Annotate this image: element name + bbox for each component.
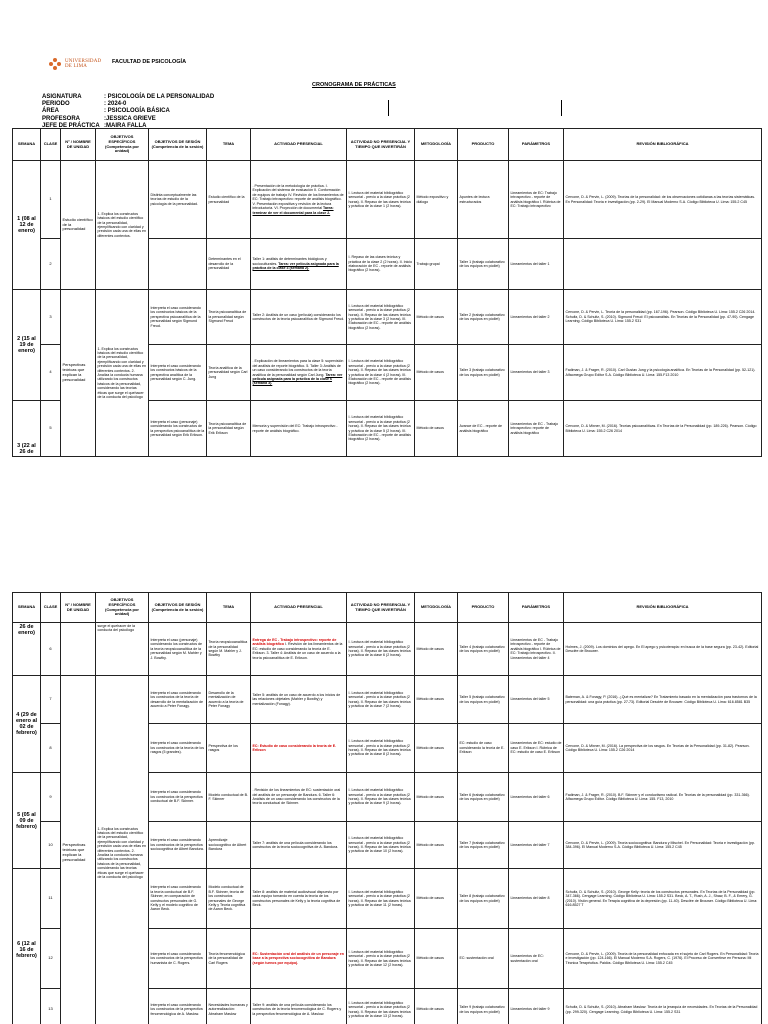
activity-text: Taller 1: análisis de determinantes biológicos y socioculturales.	[252, 257, 327, 266]
methodology-cell: Método de casos	[415, 401, 458, 457]
session-objective-cell: Interpreta el caso considerando los constructos básicos de la perspectiva analítica de la personalidad según C. Jung.	[149, 345, 207, 401]
methodology-cell: Método de casos	[415, 869, 458, 929]
bibliography-cell: Cervone, D. & Pervin, L. (2009). Teorías de la personalidad: de los observaciones cotidianas a las teorías sistemáticas. En Personalidad: Teoría e investigación (pp. 2-29). El Manual Moderno S.A. Código Biblioteca U. Lima: 155.2 C45	[564, 161, 762, 239]
unit-cell: Estudio científico de la personalidad	[61, 161, 96, 290]
activity-cell: . Revisión de los lineamientos de EC: sustentación oral del análisis de un personaje de Bandura. 6. Taller 6: Análisis de un caso considerando los constructos de la teoría conductual de Skinner.	[251, 773, 347, 822]
product-cell: Taller 7 (trabajo colaborativo de los equipos en pódlet)	[458, 822, 509, 869]
methodology-cell: Método de casos	[415, 929, 458, 989]
class-cell: 9	[41, 773, 61, 822]
session-objective-cell: Interpreta el caso considerando los constructos de la teoría de desarrollo de la mentalización de acuerdo a Peter Fonagy.	[149, 676, 207, 724]
week-cell: 3 (22 al 26 de	[13, 401, 41, 457]
class-cell: 10	[41, 822, 61, 869]
bibliography-cell: Cervone, D. & Mixner, M. (2016). La perspectiva de los rasgos. En Teorías de la Personalidad (pp. 31-82). Pearson. Código Biblioteca U. Lima: 155.2 C26 2014	[564, 724, 762, 773]
topic-cell: Teoría fenomenológica de la personalidad de Carl Rogers	[207, 929, 251, 989]
info-key: ÁREA	[42, 108, 60, 115]
methodology-cell: Método de casos	[415, 676, 458, 724]
class-cell: 12	[41, 929, 61, 989]
col-header: REVISIÓN BIBLIOGRÁFICA	[564, 129, 762, 161]
col-header: SEMANA	[13, 129, 41, 161]
class-cell: 5	[41, 401, 61, 457]
col-header: PRODUCTO	[458, 129, 509, 161]
col-header: TEMA	[207, 129, 251, 161]
offline-activity-cell: I. Repaso de las clases teórica y práctica de la clase 2 (2 horas). II. Inicio elaboración de EC - reporte de análisis biográfico (2 horas).	[347, 239, 415, 290]
bibliography-cell: Schultz, D. & Schultz, S. (2010). Abraham Maslow: Teoría de la jerarquía de necesidades. En Teorías de la Personalidad (pp. 299-320). Cengage Learning. Código Biblioteca U. Lima: 155.2 S31	[564, 989, 762, 1024]
col-header: METODOLOGÍA	[415, 129, 458, 161]
offline-activity-cell: I. Lectura del material bibliográfico sensorial - previo a la clase práctica (2 horas). II. Repaso de las clases teórica y práctica de la clase 6 (2 horas).	[347, 623, 415, 676]
course-info	[42, 94, 214, 130]
activity-cell: Taller 5: análisis de un caso de acuerdo a los inicios de las relaciones objetales (Mahler y Bowlby) y mentalización (Fonagy).	[251, 676, 347, 724]
col-header: OBJETIVOS DE SESIÓN (Competencia de la sesión)	[149, 129, 207, 161]
product-cell: Taller 4 (trabajo colaborativo de los equipos en pódlet)	[458, 623, 509, 676]
bibliography-cell	[564, 239, 762, 290]
info-key: ASIGNATURA	[42, 94, 82, 100]
parameters-cell: Lineamientos de EC - Trabajo introspectivo: reporte de análisis biográfico	[509, 401, 564, 457]
parameters-cell: Lineamientos del taller 1	[509, 239, 564, 290]
table-header-row	[13, 593, 762, 623]
university-name-line2: DE LIMA	[65, 64, 88, 69]
bibliography-cell: Cervone, D. & Pervin, L. (2009). Teoría de la personalidad enfocada en el sujeto de Carl Rogers. En Personalidad: Teoría e investigación (pp. 124-166). El Manual Moderno S.A. Rogers, C. (1976). El Proceso de Convertirse en Persona: Mi Técnica Terapéutica. Paidós. Código Biblioteca U. Lima: 155.2 C45	[564, 929, 762, 989]
class-cell: 4	[41, 345, 61, 401]
col-header: ACTIVIDAD PRESENCIAL	[251, 593, 347, 623]
parameters-cell: Lineamientos de EC: Trabajo introspectivo - reporte de análisis biográfico I. Rúbrica de EC: Trabajo introspectivo	[509, 161, 564, 239]
activity-highlight: EC: Estudio de caso considerando la teoría de E. Erikson	[252, 743, 337, 752]
session-objective-cell: Interpreta el caso considerando los constructos de la perspectiva fenomenológica de A. Maslow.	[149, 989, 207, 1024]
product-cell: EC: estudio de caso considerando la teoría de E. Erikson	[458, 724, 509, 773]
task-text: Tarea: ver película asignada para la práctica de la clase 3 (semana 2).	[252, 261, 339, 271]
col-header: TEMA	[207, 593, 251, 623]
activity-cell: Taller 9: análisis de una película considerando los constructos de la teoría fenomenológica de C. Rogers y la perspectiva fenomenológica de A. Maslow.	[251, 989, 347, 1024]
col-header: ACTIVIDAD NO PRESENCIAL Y TIEMPO QUE INVERTIRÁN	[347, 593, 415, 623]
schedule-table-page1	[12, 128, 762, 457]
bibliography-cell: Fadiman, J. & Frager, R. (2010). B.F. Skinner y el conductismo radical. En Teorías de la personalidad (pp. 331-366). Alfaomega Grupo Editor. Código Biblioteca U. Lima: 155. F13, 2010	[564, 773, 762, 822]
col-header: ACTIVIDAD NO PRESENCIAL Y TIEMPO QUE INVERTIRÁN	[347, 129, 415, 161]
info-value: : 2024-0	[104, 101, 127, 108]
col-header: OBJETIVOS ESPECÍFICOS (Competencia por unidad)	[96, 129, 149, 161]
bibliography-cell: Fadiman, J. & Frager, R. (2010). Carl Gustav Jung y la psicología analítica. En Teorías de la Personalidad (pp. 52-121). Alfaomega Grupo Editor S.A. Código Biblioteca U. Lima: 155.F13 2010	[564, 345, 762, 401]
divider	[388, 100, 389, 116]
session-objective-cell: Interpreta el caso considerando los constructos básicos de la perspectiva psicoanalítica de la personalidad según Sigmund Freud.	[149, 290, 207, 345]
col-header: PARÁMETROS	[509, 129, 564, 161]
col-header: SEMANA	[13, 593, 41, 623]
divider	[561, 100, 562, 116]
table-row	[13, 676, 762, 724]
unit-cell: Perspectivas teóricas que explican la personalidad	[61, 676, 96, 1024]
bibliography-cell: Bateman, A. & Fonagy, P. (2016). ¿Qué es mentalizar? En Tratamiento basado en la mentalización para trastornos de la personalidad: una guía práctica (pp. 27-73). Editorial Desclée de Brouwer. Código Biblioteca U. Lima: 616.8581 B35	[564, 676, 762, 724]
topic-cell: Determinantes en el desarrollo de la personalidad	[207, 239, 251, 290]
methodology-cell: Método de casos	[415, 773, 458, 822]
info-key: PERIODO	[42, 101, 70, 108]
activity-cell: Memoria y supervisión del EC: Trabajo introspectivo - reporte de análisis biográfico.	[251, 401, 347, 457]
col-header: OBJETIVOS DE SESIÓN (Competencia de la sesión)	[149, 593, 207, 623]
schedule-table-page2	[12, 592, 762, 1024]
table-row	[13, 623, 762, 676]
class-cell: 13	[41, 989, 61, 1024]
offline-activity-cell: I. Lectura del material bibliográfico sensorial - previo a la clase práctica (2 horas). II. Repaso de las clases teórica y práctica de la clase 9 (2 horas).	[347, 773, 415, 822]
week-cell: 26 de enero)	[13, 623, 41, 676]
activity-cell	[251, 239, 347, 290]
offline-activity-cell: I. Lectura del material bibliográfico sensorial - previo a la clase práctica (2 horas). II. Repaso de las clases teórica y práctica de la clase 8 (2 horas).	[347, 724, 415, 773]
offline-activity-cell: I. Lectura del material bibliográfico sensorial - previo a la clase práctica (2 horas). II. Repaso de las clases teórica y práctica de la clase 10 (2 horas).	[347, 822, 415, 869]
activity-cell	[251, 623, 347, 676]
session-objective-cell: Interpreta el caso (personaje) considerando los constructos de la teoría neopsicoanalítica de la personalidad según M. Mahler y J. Bowlby.	[149, 623, 207, 676]
week-cell: 4 (29 de enero al 02 de febrero)	[13, 676, 41, 773]
product-cell: Taller 1 (trabajo colaborativo de los equipos en pódlet)	[458, 239, 509, 290]
activity-highlight: Entrega de EC - Trabajo introspectivo: reporte de análisis biográfico	[252, 637, 337, 647]
product-cell: Apuntes de lectura estructurados	[458, 161, 509, 239]
offline-activity-cell: I. Lectura del material bibliográfico sensorial - previo a la clase práctica (2 horas). II. Repaso de las clases teórica y práctica de la clase 5 (2 horas). III. Elaboración de EC - reporte de análisis biográfico (2 horas).	[347, 401, 415, 457]
objective-cell: 1. Explica los constructos básicos del estudio científico de la personalidad, ejemplificando con claridad y precisión cada una de ellas en diferentes contextos.	[96, 161, 149, 290]
offline-activity-cell: I. Lectura del material bibliográfico sensorial - previo a la clase práctica (2 horas). II. Repaso de las clases teórica y práctica de la clase 1 (2 horas).	[347, 161, 415, 239]
parameters-cell: Lineamientos de EC: estudio de caso E. Erikson I. Rúbrica de EC: estudio de caso E. Erikson	[509, 724, 564, 773]
session-objective-cell: Distinta conceptualmente las teorías de estudio de la psicología de la personalidad.	[149, 161, 207, 239]
session-objective-cell: Interpreta el caso considerando los constructos de la perspectiva conductual de B.F. Skinner.	[149, 773, 207, 822]
university-logo	[48, 57, 101, 71]
topic-cell: Desarrollo de la mentalización de acuerdo a la teoría de Peter Fonagy	[207, 676, 251, 724]
methodology-cell: Trabajo grupal	[415, 239, 458, 290]
bibliography-cell: Cervone, D. & Pervin, L. (2009). Teoría sociocognitiva: Bandura y Mischel. En Personalidad: Teoría e investigación (pp. 384-396). El Manual Moderno S.A. Código Biblioteca U. Lima: 155.2 C45	[564, 822, 762, 869]
parameters-cell: Lineamientos de EC: sustentación oral	[509, 929, 564, 989]
topic-cell: Necesidades humanas y autorrealización: Abraham Maslow	[207, 989, 251, 1024]
info-value: :JESSICA GRIEVE	[104, 115, 156, 122]
class-cell: 2	[41, 239, 61, 290]
parameters-cell: Lineamientos del taller 9	[509, 989, 564, 1024]
activity-cell: Taller 8: análisis de material audiovisual dispuesto por cada equipo tomando en cuenta la teoría de los constructos personales de Kelly y la teoría cognitiva de Beck.	[251, 869, 347, 929]
col-header: METODOLOGÍA	[415, 593, 458, 623]
topic-cell: Aprendizaje sociocognitivo de Albert Bandura	[207, 822, 251, 869]
class-cell: 7	[41, 676, 61, 724]
col-header: PRODUCTO	[458, 593, 509, 623]
class-cell: 8	[41, 724, 61, 773]
session-objective-cell: Interpreta el caso considerando los constructos de la teoría de los rasgos (5 grandes).	[149, 724, 207, 773]
methodology-cell: Método de casos	[415, 822, 458, 869]
logo-emblem-icon	[48, 57, 62, 71]
table-row	[13, 161, 762, 239]
offline-activity-cell: I. Lectura del material bibliográfico sensorial - previo a la clase práctica (2 horas). II. Repaso de las clases teórica y práctica de la clase 7 (2 horas).	[347, 676, 415, 724]
objective-cell: 1. Explica los constructos básicos del estudio científico de la personalidad, ejemplificando con claridad y precisión cada una de ellas en diferentes contextos. 2. Analiza la conducta humana utilizando los constructos básicos de la personalidad, considerando las teorías éticas que surge el quehacer de la conducta del psicólogo	[96, 676, 149, 1024]
methodology-cell: Método de casos	[415, 623, 458, 676]
offline-activity-cell: I. Lectura del material bibliográfico sensorial - previo a la clase práctica (2 horas). II. Repaso de las clases teórica y práctica de la clase 3 (2 horas). III. Elaboración de EC - reporte de análisis biográfico (2 horas).	[347, 290, 415, 345]
faculty-name: FACULTAD DE PSICOLOGÍA	[112, 59, 187, 65]
col-header: REVISIÓN BIBLIOGRÁFICA	[564, 593, 762, 623]
methodology-cell: Método expositivo y diálogo	[415, 161, 458, 239]
col-header: N° / NOMBRE DE UNIDAD	[61, 593, 96, 623]
activity-cell	[251, 161, 347, 239]
col-header: OBJETIVOS ESPECÍFICOS (Competencia por unidad)	[96, 593, 149, 623]
info-key: PROFESORA	[42, 115, 81, 122]
product-cell: Avance de EC - reporte de análisis biográfico	[458, 401, 509, 457]
bibliography-cell: Schultz, D. & Schultz, S. (2010). George Kelly: teoría de los constructos personales. En Teorías de la Personalidad (pp. 347-366). Cengage Learning. Código Biblioteca U. Lima: 155.2 S31. Beck, A. T., Rush, A. J., Shaw, B. F., & Emery, G. (2010). Visión general. En Terapia cognitiva de la depresión (pp. 11-40). Desclée de Brouwer. Código Biblioteca U. Lima: 616.8527 T	[564, 869, 762, 929]
product-cell: Taller 9 (trabajo colaborativo de los equipos en pódlet)	[458, 989, 509, 1024]
week-cell: 6 (12 al 16 de febrero)	[13, 869, 41, 1024]
info-value: : PSICOLOGÍA BÁSICA	[104, 108, 170, 115]
parameters-cell: Lineamientos del taller 8	[509, 869, 564, 929]
unit-cell	[61, 623, 96, 676]
week-cell: 1 (08 al 12 de enero)	[13, 161, 41, 290]
parameters-cell: Lineamientos del taller 6	[509, 773, 564, 822]
class-cell: 1	[41, 161, 61, 239]
task-text: Tarea: ver película asignada para la práctica de la clase 6 (semana 3).	[252, 372, 343, 386]
topic-cell: Modelo conductual de B.F. Skinner, teoría de los constructos personales de George Kelly y Teoría cognitiva de Aaron Beck.	[207, 869, 251, 929]
topic-cell: Estudio científico de la personalidad	[207, 161, 251, 239]
objective-cell: 1. Explica los constructos básicos del estudio científico de la personalidad, ejemplificando con claridad y precisión cada una de ellas en diferentes contextos. 2. Analiza la conducta humana utilizando los constructos básicos de la personalidad, considerando las teorías éticas que surge el quehacer de la conducta del psicólogo	[96, 290, 149, 457]
col-header: CLASE	[41, 593, 61, 623]
activity-text: . Explicación de lineamientos para la clase 5: supervisión del análisis de reporte biográfico. 5. Taller 3: Análisis de un caso considerando los constructos de la teoría analítica de la personalidad según Carl Jung.	[252, 359, 344, 377]
parameters-cell: Lineamientos del taller 5	[509, 676, 564, 724]
objective-cell: surge el quehacer de la conducta del psicólogo	[96, 623, 149, 676]
document-title: CRONOGRAMA DE PRÁCTICAS	[312, 82, 396, 88]
activity-cell: Taller 2: Análisis de un caso (película) considerando los constructos de la teoría psicoanalítica de Sigmund Freud.	[251, 290, 347, 345]
activity-text: . Presentación de la metodología de práctica. I. Explicación del sistema de evaluación II. Conformación de equipos de trabajo IV. Revisión de los lineamientos de EC: Trabajo introspectivo: reporte de análisis biográfico. V. Presentación expositiva y revisión de la lectura introductoria. VI. Proyección de documental	[252, 184, 344, 211]
methodology-cell: Método de casos	[415, 724, 458, 773]
activity-cell	[251, 724, 347, 773]
unit-cell: Perspectivas teóricas que explican la personalidad	[61, 290, 96, 457]
week-cell: 5 (05 al 09 de febrero)	[13, 773, 41, 869]
methodology-cell: Método de casos	[415, 989, 458, 1024]
activity-cell	[251, 929, 347, 989]
session-objective-cell: Interpreta el caso considerando los constructos de la perspectiva humanista de C. Rogers.	[149, 929, 207, 989]
offline-activity-cell: I. Lectura del material bibliográfico sensorial - previo a la clase práctica (2 horas). II. Repaso de las clases teórica y práctica de la clase 11 (2 horas).	[347, 869, 415, 929]
info-key: JEFE DE PRÁCTICA	[42, 122, 100, 129]
offline-activity-cell: I. Lectura del material bibliográfico sensorial - previo a la clase práctica (2 horas). II. Repaso de las clases teórica y práctica de la clase 4 (2 horas). III. Elaboración de EC - reporte de análisis biográfico (2 horas).	[347, 345, 415, 401]
info-value: : PSICOLOGÍA DE LA PERSONALIDAD	[104, 94, 215, 100]
session-objective-cell: Interpreta el caso considerando los constructos de la perspectiva sociocognitiva de Albert Bandura.	[149, 822, 207, 869]
activity-cell	[251, 345, 347, 401]
col-header: CLASE	[41, 129, 61, 161]
parameters-cell: Lineamientos del taller 2	[509, 290, 564, 345]
topic-cell: Teoría analítica de la personalidad según Carl Jung	[207, 345, 251, 401]
topic-cell: Modelo conductual de B. F. Skinner	[207, 773, 251, 822]
topic-cell: Perspectiva de los rasgos	[207, 724, 251, 773]
parameters-cell: Lineamientos de EC - Trabajo introspectivo - reporte de análisis biográfico I. Rúbrica de EC: Trabajo introspectivo. II. Lineamientos del taller 4	[509, 623, 564, 676]
class-cell: 3	[41, 290, 61, 345]
col-header: PARÁMETROS	[509, 593, 564, 623]
topic-cell: Teoría psicoanalítica de la personalidad según Erik Erikson	[207, 401, 251, 457]
bibliography-cell: Cervone, D. & Pervin, L. Teoría de la personalidad (pp. 167-196). Pearson. Código Biblioteca U. Lima: 155.2 C26 2014. Schultz, D. & Schultz, S. (2010). Sigmund Freud: El psicoanálisis. En Teorías de la Personalidad (pp. 47-90). Cengage Learning. Código Biblioteca U. Lima: 155.2 S31	[564, 290, 762, 345]
methodology-cell: Método de casos	[415, 290, 458, 345]
table-header-row	[13, 129, 762, 161]
activity-cell: Taller 7: análisis de una película considerando los constructos de la teoría sociocognitiva de A. Bandura.	[251, 822, 347, 869]
parameters-cell: Lineamientos del taller 3	[509, 345, 564, 401]
topic-cell: Teoría psicoanalítica de la personalidad según Sigmund Freud	[207, 290, 251, 345]
topic-cell: Teoría neopsicoanalítica de la personalidad según M. Mahler y J. Bowlby	[207, 623, 251, 676]
product-cell: Taller 5 (trabajo colaborativo de los equipos en pódlet)	[458, 676, 509, 724]
session-objective-cell: Interpreta el caso (personaje) considerando los constructos de la perspectiva psicoanalítica de la personalidad según Erik Erikson.	[149, 401, 207, 457]
bibliography-cell: Holmes, J. (2009). Los dominios del apego. En El apego y psicoterapia: en busca de la base segura (pp. 23-42). Editorial Desclée de Brouwer.	[564, 623, 762, 676]
class-cell: 11	[41, 869, 61, 929]
week-cell: 2 (15 al 19 de enero)	[13, 290, 41, 401]
university-name-line1: UNIVERSIDAD	[65, 59, 102, 64]
parameters-cell: Lineamientos del taller 7	[509, 822, 564, 869]
offline-activity-cell: I. Lectura del material bibliográfico sensorial - previo a la clase práctica (2 horas). II. Repaso de las clases teórica y práctica de la clase 12 (2 horas).	[347, 929, 415, 989]
activity-highlight: EC: Sustentación oral del análisis de un personaje en base a la perspectiva sociocognitiva de Bandura (según turnos por equipo).	[252, 951, 344, 965]
table-row	[13, 290, 762, 345]
col-header: N° / NOMBRE DE UNIDAD	[61, 129, 96, 161]
methodology-cell: Método de casos	[415, 345, 458, 401]
product-cell: Taller 2 (trabajo colaborativo de los equipos en pódlet)	[458, 290, 509, 345]
product-cell: Taller 3 (trabajo colaborativo de los equipos en pódlet)	[458, 345, 509, 401]
col-header: ACTIVIDAD PRESENCIAL	[251, 129, 347, 161]
offline-activity-cell: I. Lectura del material bibliográfico sensorial - previo a la clase práctica (2 horas). II. Repaso de las clases teórica y práctica de la clase 13 (2 horas).	[347, 989, 415, 1024]
bibliography-cell: Cervone, D. & Mixner, M. (2016). Teorías psicoanalíticas. En Teorías de la Personalidad (pp. 189-226). Pearson. Código Biblioteca U. Lima: 155.2 C26 2014	[564, 401, 762, 457]
class-cell: 6	[41, 623, 61, 676]
product-cell: Taller 8 (trabajo colaborativo de los equipos en pódlet)	[458, 869, 509, 929]
activity-text: I. Revisión de los lineamientos de la EC: estudio de caso considerando la teoría de E. Erikson. 3. Taller 4: Análisis de un caso de acuerdo a la teoría psicoanalítica de E. Erikson.	[252, 642, 343, 660]
task-text: Tarea: terminar de ver el documental para la clase 2.	[252, 206, 334, 215]
product-cell: EC: sustentación oral	[458, 929, 509, 989]
product-cell: Taller 6 (trabajo colaborativo de los equipos en pódlet)	[458, 773, 509, 822]
session-objective-cell	[149, 239, 207, 290]
session-objective-cell: Interpreta el caso considerando la teoría conductual de B.F. Skinner, en comparación de constructos personales de G. Kelly y el modelo cognitivo de Aaron Beck.	[149, 869, 207, 929]
info-value: :MAIRA FALLA	[104, 122, 147, 129]
